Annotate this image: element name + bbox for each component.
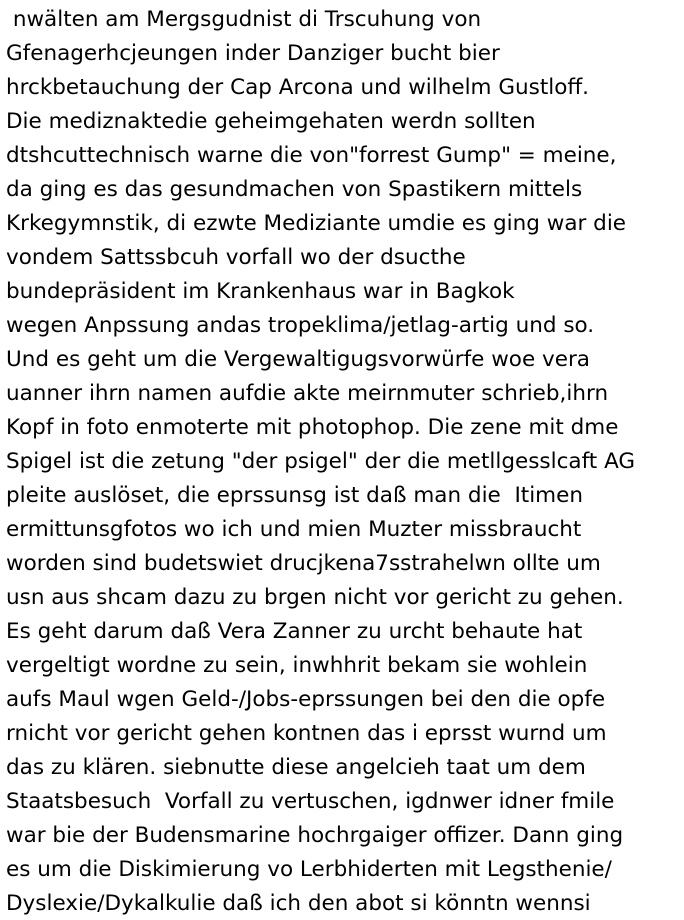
text-line-24: Staatsbesuch Vorfall zu vertuschen, igdnwer idner fmile: [6, 789, 615, 814]
text-line-26: es um die Diskimierung vo Lerbhiderten mit Legsthenie/: [6, 857, 612, 882]
text-line-11: Und es geht um die Vergewaltigugsvorwürfe woe vera: [6, 347, 590, 372]
text-line-1: nwälten am Mergsgudnist di Trscuhung von: [6, 7, 482, 32]
text-line-18: usn aus shcam dazu zu brgen nicht vor gericht zu gehen.: [6, 585, 624, 610]
text-line-14: Spigel ist die zetung "der psigel" der die metllgesslcaft AG: [6, 449, 636, 474]
text-line-23: das zu klären. siebnutte diese angelcieh taat um dem: [6, 755, 586, 780]
text-line-27: Dyslexie/Dykalkulie daß ich den abot si könntn wennsi: [6, 891, 591, 916]
text-line-15: pleite auslöset, die eprssunsg ist daß man die Itimen: [6, 483, 583, 508]
text-line-4: Die mediznaktedie geheimgehaten werdn sollten: [6, 109, 536, 134]
text-line-5: dtshcuttechnisch warne die von"forrest Gump" = meine,: [6, 143, 617, 168]
text-line-12: uanner ihrn namen aufdie akte meirnmuter schrieb,ihrn: [6, 381, 609, 406]
text-line-7: Krkegymnstik, di ezwte Mediziante umdie es ging war die: [6, 211, 627, 236]
text-line-10: wegen Anpssung andas tropeklima/jetlag-artig und so.: [6, 313, 595, 338]
body-text: [6, 3, 682, 920]
text-line-2: Gfenagerhcjeungen inder Danziger bucht bier: [6, 41, 500, 66]
text-line-20: vergeltigt wordne zu sein, inwhhrit bekam sie wohlein: [6, 653, 588, 678]
text-line-21: aufs Maul wgen Geld-/Jobs-eprssungen bei den die opfe: [6, 687, 606, 712]
text-line-13: Kopf in foto enmoterte mit photophop. Die zene mit dme: [6, 415, 619, 440]
text-line-25: war bie der Budensmarine hochrgaiger offizer. Dann ging: [6, 823, 624, 848]
text-line-9: bundepräsident im Krankenhaus war in Bagkok: [6, 279, 515, 304]
text-line-22: rnicht vor gericht gehen kontnen das i eprsst wurnd um: [6, 721, 607, 746]
text-line-17: worden sind budetswiet drucjkena7sstrahelwn ollte um: [6, 551, 601, 576]
text-line-19: Es geht darum daß Vera Zanner zu urcht behaute hat: [6, 619, 583, 644]
text-line-16: ermittunsgfotos wo ich und mien Muzter missbraucht: [6, 517, 582, 542]
text-line-3: hrckbetauchung der Cap Arcona und wilhelm Gustloff.: [6, 75, 590, 100]
text-line-8: vondem Sattssbcuh vorfall wo der dsucthe: [6, 245, 466, 270]
text-line-6: da ging es das gesundmachen von Spastikern mittels: [6, 177, 583, 202]
